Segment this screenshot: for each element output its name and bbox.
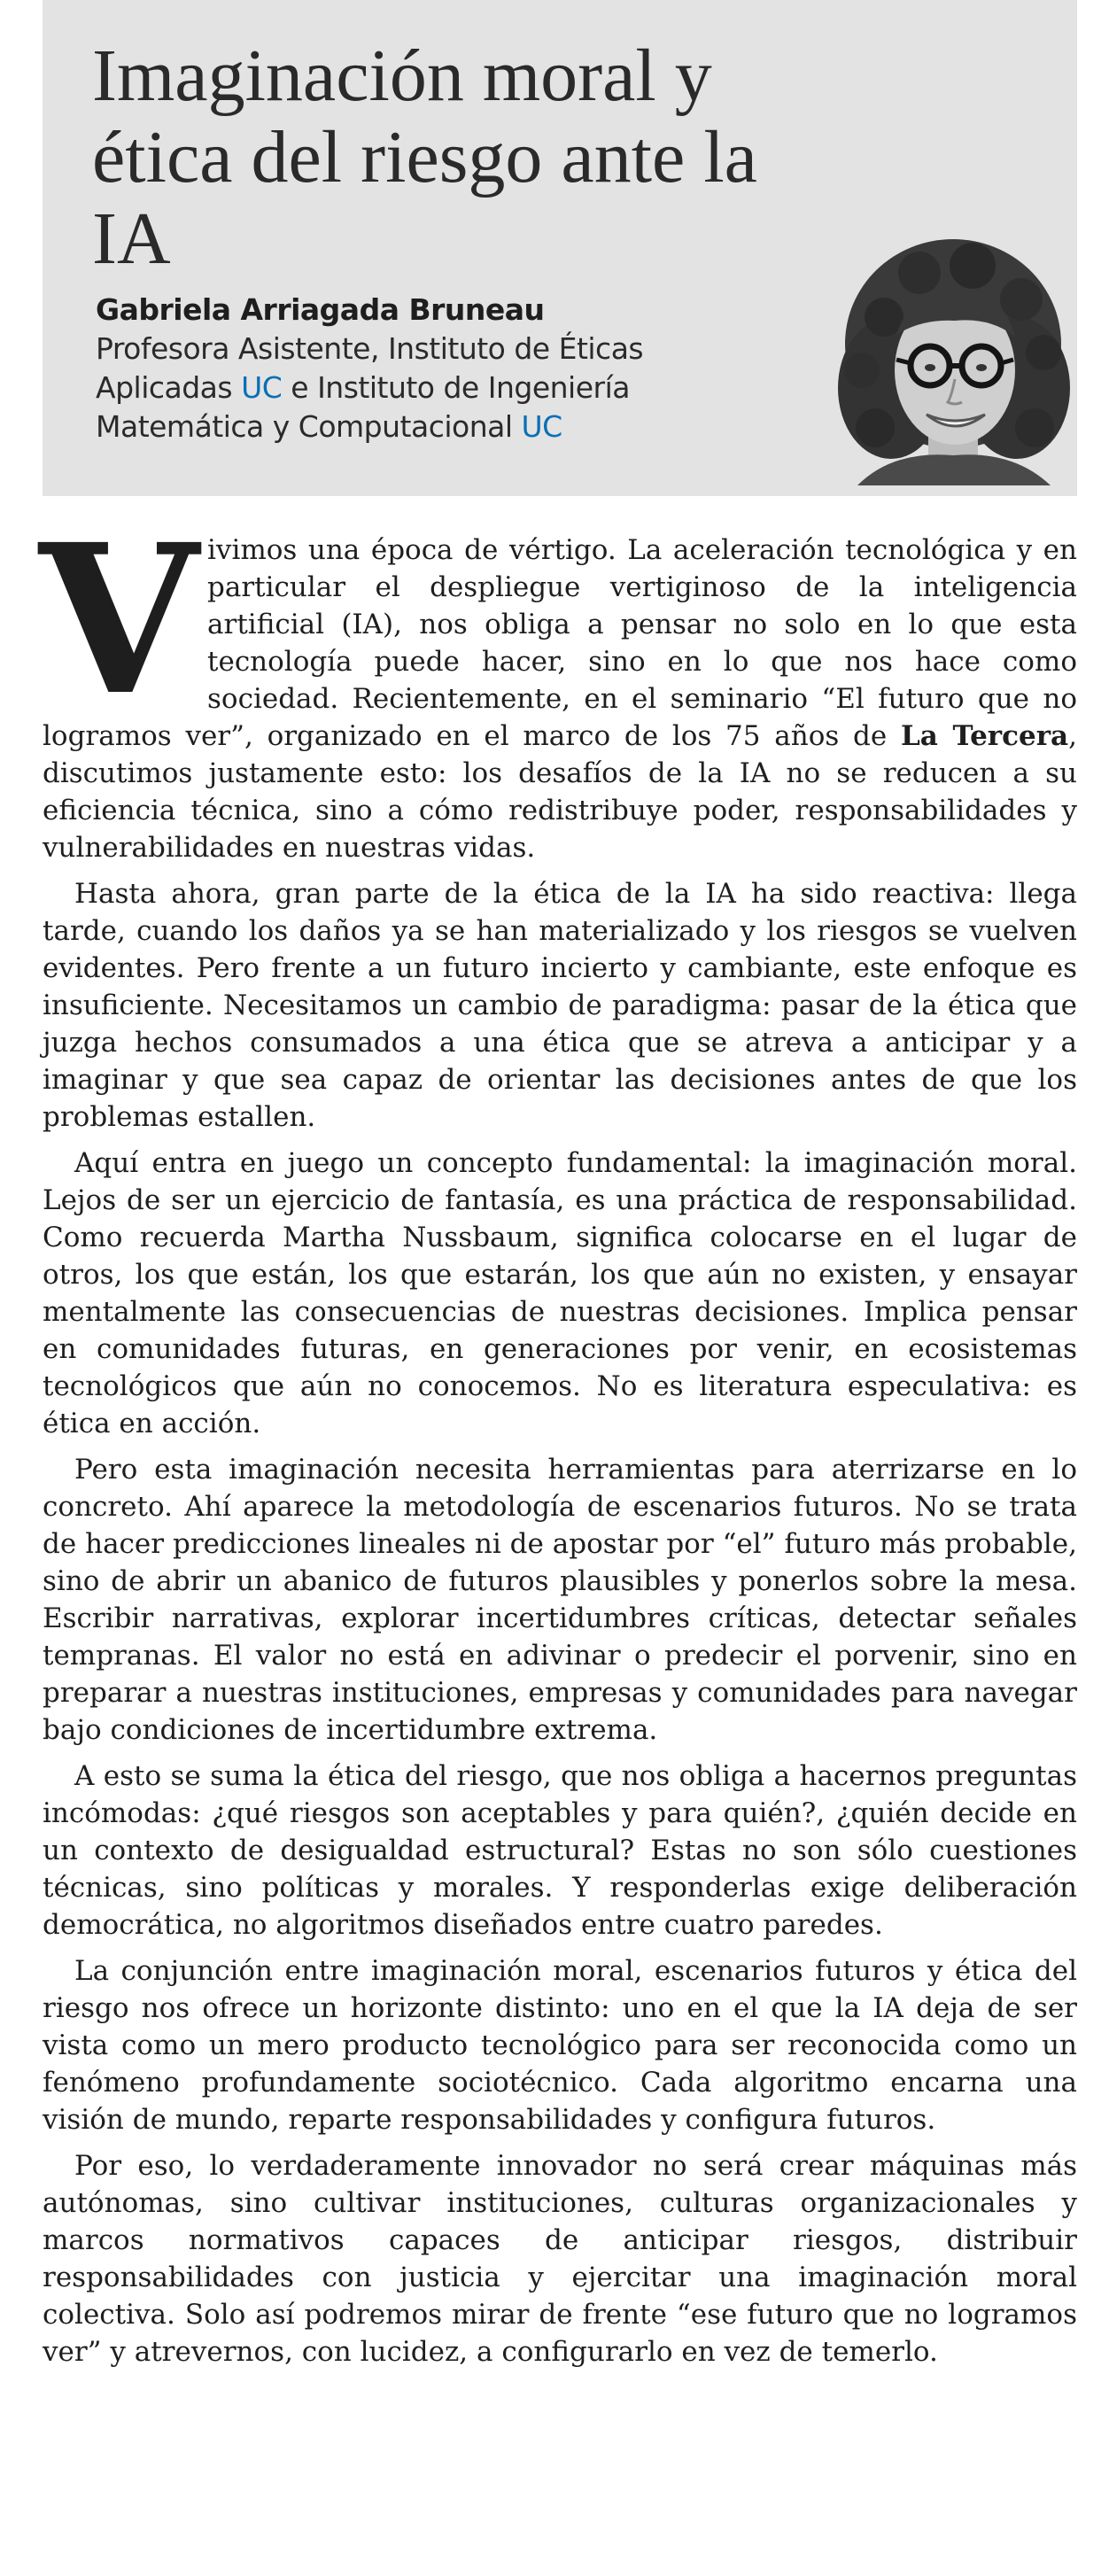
uc-label-1: UC	[241, 370, 283, 405]
author-portrait-illustration	[822, 237, 1079, 485]
drop-cap: V	[39, 499, 199, 741]
paragraph-6: La conjunción entre imaginación moral, escenarios futuros y ética del riesgo nos ofrece un horizonte distinto: uno en el que la IA deja de ser vista como un mero producto tecnológico para ser reconocida como un fenómeno profundamente sociotécnico. Cada algoritmo encarna una visión de mundo, reparte responsabilidades y configura futuros.	[43, 1955, 1077, 2136]
header-box	[43, 0, 1077, 496]
author-name: Gabriela Arriagada Bruneau	[96, 292, 545, 327]
paragraph-1-text-b: , discutimos justamente esto: los desafíos de la IA no se reducen a su eficiencia técnica, sino a cómo redistribuye poder, responsabilidades y vulnerabilidades en nuestras vidas.	[43, 720, 1078, 864]
author-role-text-2: e Instituto de Ingeniería Matemática y Computacional	[96, 370, 630, 444]
paragraph-1	[39, 499, 1078, 866]
paragraph-5: A esto se suma la ética del riesgo, que nos obliga a hacernos preguntas incómodas: ¿qué riesgos son aceptables y para quién?, ¿quién decide en un contexto de desigualdad estructural? Estas no son sólo cuestiones técnicas, sino políticas y morales. Y responderlas exige deliberación democrática, no algoritmos diseñados entre cuatro paredes.	[43, 1760, 1077, 1941]
uc-label-2: UC	[521, 409, 562, 444]
author-role	[96, 330, 751, 446]
article-body	[39, 499, 1078, 2379]
paragraph-1-text-a: ivimos una época de vértigo. La aceleración tecnológica y en particular el despliegue vertiginoso de la inteligencia artificial (IA), nos obliga a pensar no solo en lo que esta tecnología puede hacer, sino en lo que nos hace como sociedad. Recientemente, en el seminario “El futuro que no logramos ver”, organizado en el marco de los 75 años de	[43, 534, 1077, 752]
author-role-text-1: Profesora Asistente, Instituto de Éticas Aplicadas	[96, 331, 644, 405]
author-photo	[822, 237, 1079, 485]
paragraph-7: Por eso, lo verdaderamente innovador no será crear máquinas más autónomas, sino cultivar instituciones, culturas organizacionales y marcos normativos capaces de anticipar riesgos, distribuir responsabilidades con justicia y ejercitar una imaginación moral colectiva. Solo así podremos mirar de frente “ese futuro que no logramos ver” y atrevernos, con lucidez, a configurarlo en vez de temerlo.	[43, 2150, 1077, 2368]
paragraph-2: Hasta ahora, gran parte de la ética de la IA ha sido reactiva: llega tarde, cuando los daños ya se han materializado y los riesgos se vuelven evidentes. Pero frente a un futuro incierto y cambiante, este enfoque es insuficiente. Necesitamos un cambio de paradigma: pasar de la ética que juzga hechos consumados a una ética que se atreva a anticipar y a imaginar y que sea capaz de orientar las decisiones antes de que los problemas estallen.	[43, 878, 1077, 1133]
paragraph-3: Aquí entra en juego un concepto fundamental: la imaginación moral. Lejos de ser un ejercicio de fantasía, es una práctica de responsabilidad. Como recuerda Martha Nussbaum, significa colocarse en el lugar de otros, los que están, los que estarán, los que aún no existen, y ensayar mentalmente las consecuencias de nuestras decisiones. Implica pensar en comunidades futuras, en generaciones por venir, en ecosistemas tecnológicos que aún no conocemos. No es literatura especulativa: es ética en acción.	[43, 1147, 1077, 1439]
article-title: Imaginación moral y ética del riesgo ante la IA	[92, 35, 757, 280]
newspaper-name: La Tercera	[900, 720, 1069, 752]
paragraph-4: Pero esta imaginación necesita herramientas para aterrizarse en lo concreto. Ahí aparece la metodología de escenarios futuros. No se trata de hacer predicciones lineales ni de apostar por “el” futuro más probable, sino de abrir un abanico de futuros plausibles y ponerlos sobre la mesa. Escribir narrativas, explorar incertidumbres críticas, detectar señales tempranas. El valor no está en adivinar o predecir el porvenir, sino en preparar a nuestras instituciones, empresas y comunidades para navegar bajo condiciones de incertidumbre extrema.	[43, 1454, 1077, 1746]
